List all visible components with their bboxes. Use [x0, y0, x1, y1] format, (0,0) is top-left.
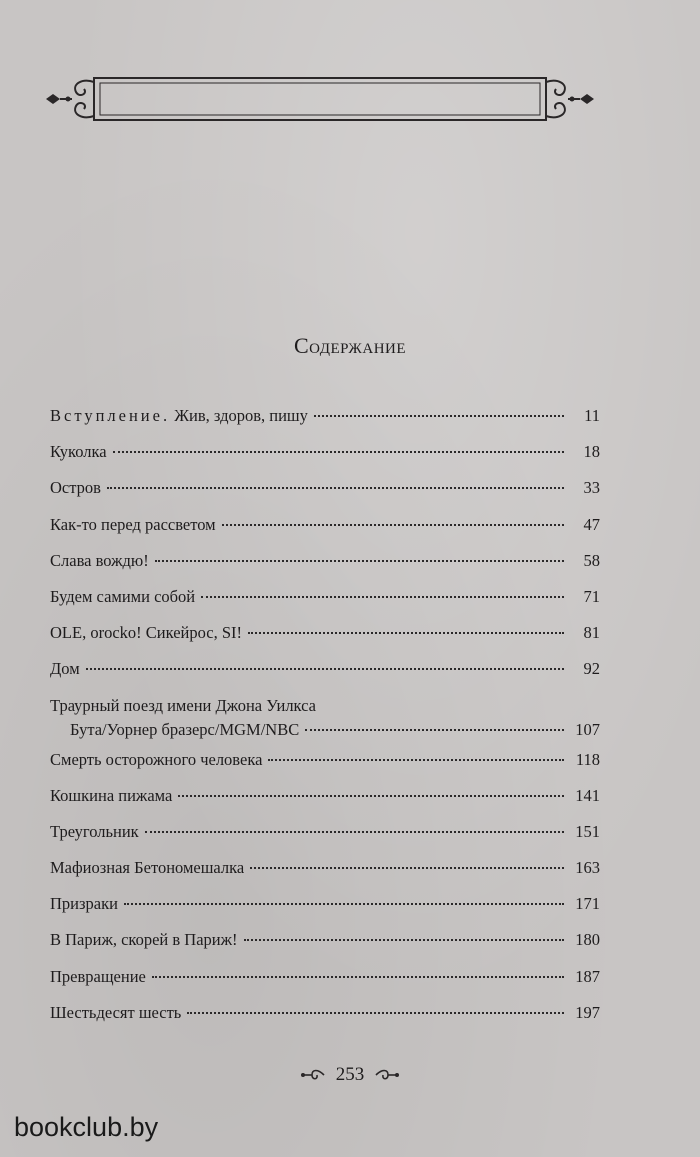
dot-leader [248, 632, 564, 634]
dot-leader [145, 831, 564, 833]
toc-entry-title: Треугольник [50, 821, 139, 841]
toc-entry-title: Куколка [50, 442, 107, 462]
dot-leader [250, 867, 564, 869]
toc-entry-title: Мафиозная Бетономешалка [50, 858, 245, 878]
toc-entry-page: 11 [584, 406, 600, 425]
toc-entry-page: 118 [575, 749, 600, 769]
page-number: 253 [335, 1064, 365, 1085]
toc-entry-page: 71 [583, 586, 600, 606]
toc-entry [50, 478, 600, 514]
toc-entry [50, 858, 600, 894]
toc-entry-page: 47 [583, 514, 600, 534]
toc-entry [50, 967, 600, 1003]
dot-leader [187, 1012, 564, 1014]
dot-leader [124, 903, 564, 905]
toc-entry-title-text: Жив, здоров, пишу [174, 406, 308, 425]
toc-entry-title: Будем самими собой [50, 586, 196, 606]
toc-entry-page: 163 [575, 858, 600, 878]
toc-entry [50, 1003, 600, 1039]
toc-entry [50, 515, 600, 551]
toc-entry-page: 58 [583, 550, 600, 570]
toc-entry-page: 92 [583, 659, 600, 679]
toc-entry-title: OLE, orocko! Сикейрос, SI! [50, 623, 243, 643]
toc-entry-title: Дом [50, 659, 80, 679]
toc-entry-page: 197 [575, 1002, 600, 1022]
dot-leader [305, 729, 564, 731]
toc-entry-page: 18 [583, 442, 600, 462]
toc-entry [50, 551, 600, 587]
dot-leader [222, 524, 564, 526]
dot-leader [86, 668, 564, 670]
toc-heading: Содержание [293, 333, 407, 358]
toc-entry-page: 151 [575, 821, 600, 841]
toc-entry [50, 696, 600, 740]
ornament-right-icon [374, 1067, 400, 1083]
toc-entry-title: Как-то перед рассветом [50, 514, 216, 534]
toc-entry-page: 81 [583, 623, 600, 643]
toc-entry-title [50, 406, 308, 426]
toc-entry-page: 33 [583, 478, 600, 498]
toc-entry-title: Слава вождю! [50, 550, 149, 570]
page-number-footer [0, 1064, 700, 1086]
toc-entry-title: Призраки [50, 894, 118, 914]
dot-leader [155, 560, 564, 562]
toc-entry-page: 141 [575, 785, 600, 805]
toc-entry [50, 822, 600, 858]
ornament-left-icon [300, 1067, 326, 1083]
dot-leader [113, 451, 564, 453]
toc-entry-title: Смерть осторожного человека [50, 749, 263, 769]
header-ornament-frame [42, 74, 598, 124]
toc-entry [50, 406, 600, 442]
toc-entry-prefix: Вступление. [50, 406, 171, 425]
toc-entry-title-line1: Траурный поезд имени Джона Уилкса [50, 695, 317, 715]
toc-entry-title-line2: Бута/Уорнер бразерс/MGM/NBC [70, 719, 300, 739]
dot-leader [178, 795, 564, 797]
toc-entry [50, 587, 600, 623]
dot-leader [244, 939, 564, 941]
toc-entry-page: 180 [575, 930, 600, 950]
dot-leader [268, 759, 564, 761]
dot-leader [201, 596, 564, 598]
toc-entry [50, 894, 600, 930]
toc-entry-title: Кошкина пижама [50, 785, 173, 805]
toc-entry [50, 442, 600, 478]
dot-leader [152, 976, 564, 978]
table-of-contents [50, 406, 600, 1039]
toc-entry [50, 786, 600, 822]
toc-entry [50, 659, 600, 695]
dot-leader [107, 487, 564, 489]
site-watermark: bookclub.by [14, 1112, 159, 1142]
toc-entry-page: 107 [575, 719, 600, 739]
dot-leader [314, 415, 564, 417]
toc-entry-title: Шестьдесят шесть [50, 1002, 182, 1022]
toc-entry-page: 171 [575, 894, 600, 914]
toc-entry-title: Остров [50, 478, 101, 498]
ornament-frame-icon [42, 74, 598, 124]
toc-entry [50, 623, 600, 659]
toc-entry-title: Превращение [50, 966, 146, 986]
toc-entry-title: В Париж, скорей в Париж! [50, 930, 238, 950]
toc-entry [50, 930, 600, 966]
toc-entry-page: 187 [575, 966, 600, 986]
toc-entry [50, 750, 600, 786]
